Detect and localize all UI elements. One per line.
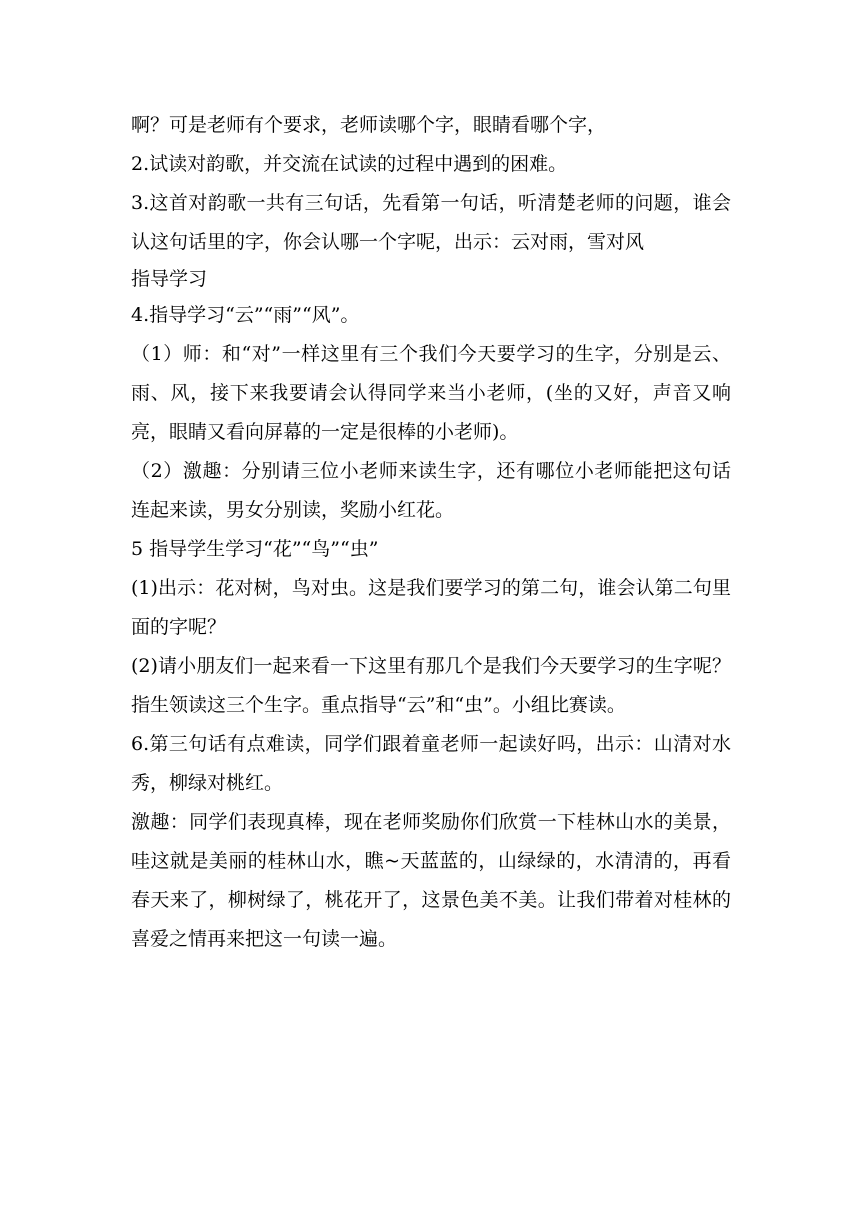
paragraph-step-5-2: (2)请小朋友们一起来看一下这里有那几个是我们今天要学习的生字呢？指生领读这三个生字。重点指导“云”和“虫”。小组比赛读。	[131, 655, 731, 716]
paragraph-motivation: 激趣：同学们表现真棒，现在老师奖励你们欣赏一下桂林山水的美景，哇这就是美丽的桂林山水，瞧~天蓝蓝的，山绿绿的，水清清的，再看春天来了，柳树绿了，桃花开了，这景色美不美。让我们带着对桂林的喜爱之情再来把这一句读一遍。	[131, 811, 731, 950]
paragraph-step-6: 6.第三句话有点难读，同学们跟着童老师一起读好吗，出示：山清对水秀，柳绿对桃红。	[131, 733, 731, 794]
paragraph-intro: 啊？可是老师有个要求，老师读哪个字，眼睛看哪个字，	[131, 114, 607, 136]
paragraph-step-2: 2.试读对韵歌，并交流在试读的过程中遇到的困难。	[131, 153, 568, 175]
paragraph-step-5: 5 指导学生学习“花”“鸟”“虫”	[131, 538, 379, 560]
paragraph-step-4-2: （2）激趣：分别请三位小老师来读生字，还有哪位小老师能把这句话连起来读，男女分别读，奖励小红花。	[131, 460, 731, 521]
paragraph-guide-heading: 指导学习	[131, 268, 208, 290]
paragraph-step-4: 4.指导学习“云”“雨”“风”。	[131, 304, 360, 326]
paragraph-step-4-1: （1）师：和“对”一样这里有三个我们今天要学习的生字，分别是云、雨、风，接下来我要请会认得同学来当小老师，(坐的又好，声音又响亮，眼睛又看向屏幕的一定是很棒的小老师)。	[131, 343, 731, 443]
paragraph-step-5-1: (1)出示：花对树，鸟对虫。这是我们要学习的第二句，谁会认第二句里面的字呢？	[131, 577, 731, 638]
paragraph-step-3: 3.这首对韵歌一共有三句话，先看第一句话，听清楚老师的问题，谁会认这句话里的字，你会认哪一个字呢，出示：云对雨，雪对风	[131, 192, 731, 253]
document-body	[131, 106, 731, 959]
